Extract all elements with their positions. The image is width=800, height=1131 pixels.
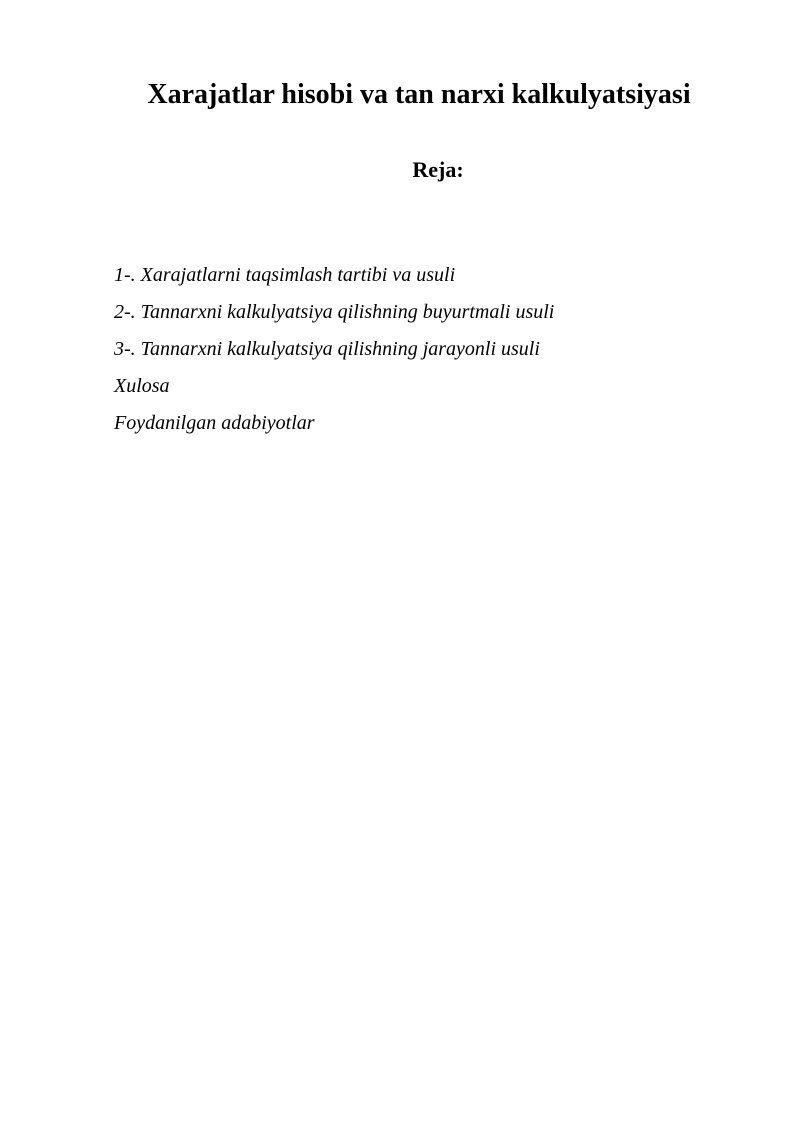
plan-item: 1-. Xarajatlarni taqsimlash tartibi va usuli (114, 264, 456, 286)
plan-heading: Reja: (412, 157, 464, 182)
document-title: Xarajatlar hisobi va tan narxi kalkulyatsiyasi (147, 79, 691, 110)
plan-item: 3-. Tannarxni kalkulyatsiya qilishning jarayonli usuli (114, 338, 540, 360)
plan-item: Xulosa (114, 375, 170, 397)
plan-item: 2-. Tannarxni kalkulyatsiya qilishning buyurtmali usuli (114, 301, 555, 323)
plan-item: Foydanilgan adabiyotlar (114, 412, 315, 434)
plan-list (114, 257, 554, 442)
